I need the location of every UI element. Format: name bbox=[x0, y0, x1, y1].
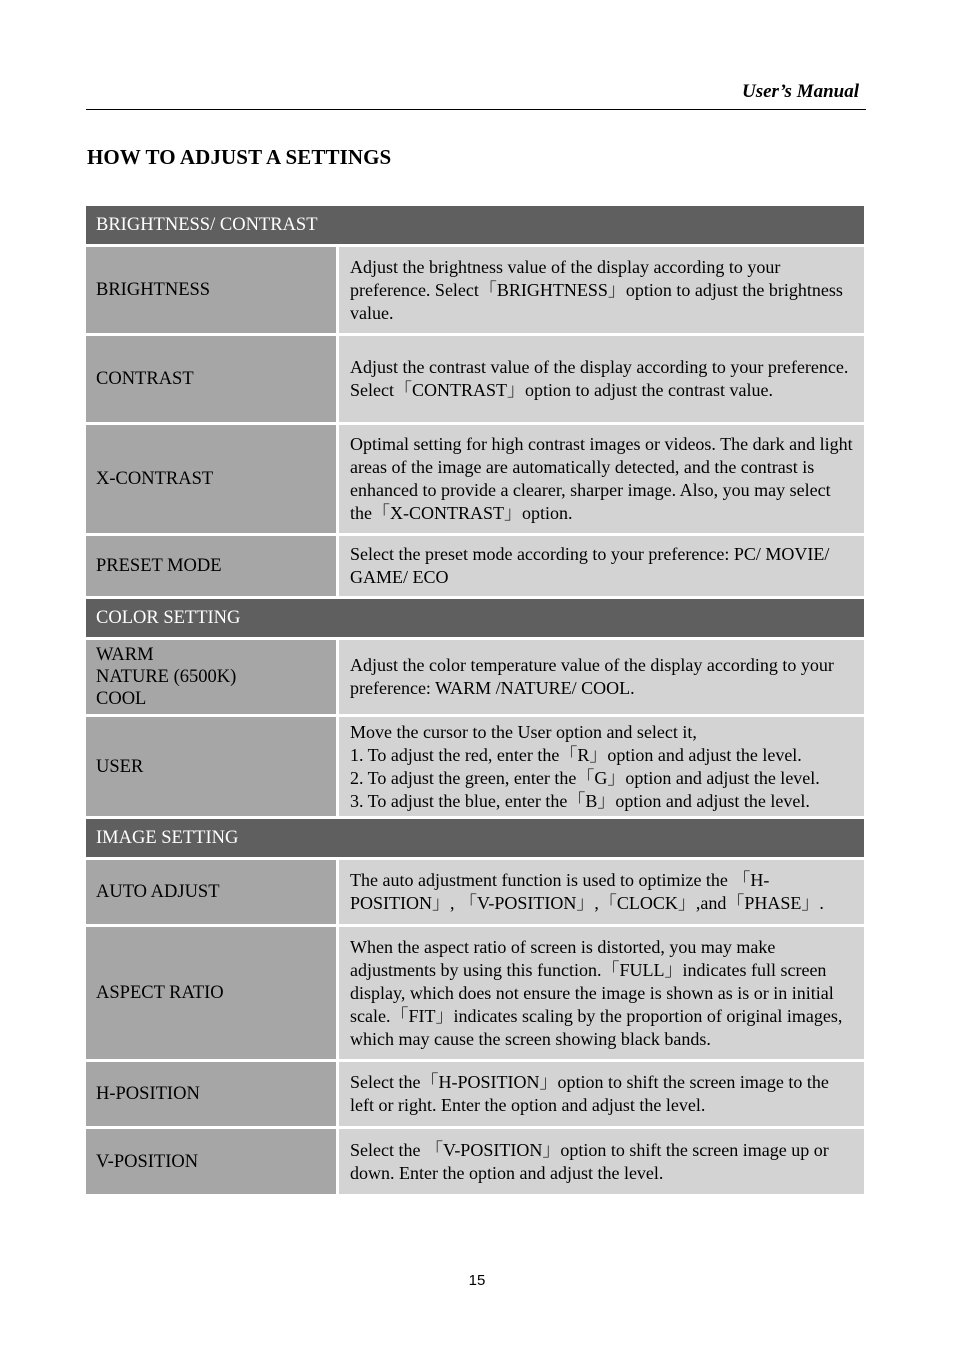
setting-label bbox=[86, 247, 336, 333]
setting-label-line: ASPECT RATIO bbox=[96, 983, 224, 1003]
setting-description-line: Select the preset mode according to your preference: PC/ MOVIE/ GAME/ ECO bbox=[350, 544, 830, 587]
setting-label-line: V-POSITION bbox=[96, 1151, 199, 1172]
setting-description bbox=[339, 536, 864, 596]
setting-description-line: 3. To adjust the blue, enter the「B」option and adjust the level. bbox=[350, 790, 810, 811]
setting-row-h-position bbox=[86, 1062, 864, 1126]
setting-description-line: Move the cursor to the User option and select it, bbox=[350, 721, 697, 742]
setting-label bbox=[86, 717, 336, 816]
setting-description-line: 2. To adjust the green, enter the「G」option and adjust the level. bbox=[350, 767, 820, 788]
setting-description bbox=[339, 1062, 864, 1126]
setting-row-brightness bbox=[86, 247, 864, 333]
setting-label bbox=[86, 640, 336, 714]
setting-label bbox=[86, 425, 336, 533]
setting-description-line: Select the「H-POSITION」option to shift the screen image to the left or right. Enter the option and adjust the level. bbox=[350, 1072, 829, 1115]
setting-description-line: Adjust the contrast value of the display according to your preference. Select「CONTRAST」option to adjust the contrast value. bbox=[350, 357, 849, 400]
setting-row-user bbox=[86, 717, 864, 816]
setting-label bbox=[86, 860, 336, 924]
setting-label-line: CONTRAST bbox=[96, 369, 194, 389]
setting-label-line: AUTO ADJUST bbox=[96, 882, 220, 902]
setting-label bbox=[86, 336, 336, 422]
setting-label bbox=[86, 1062, 336, 1126]
setting-row-x-contrast bbox=[86, 425, 864, 533]
setting-description bbox=[339, 860, 864, 924]
section-header-brightness-contrast: BRIGHTNESS/ CONTRAST bbox=[86, 206, 864, 244]
setting-description bbox=[339, 640, 864, 714]
setting-label-line: WARM bbox=[96, 645, 154, 665]
setting-label-line: X-CONTRAST bbox=[96, 469, 214, 489]
setting-label-line: BRIGHTNESS bbox=[96, 280, 211, 300]
setting-description-line: Adjust the color temperature value of the display according to your preference: WARM /NATURE/ COOL. bbox=[350, 655, 834, 698]
setting-description bbox=[339, 1129, 864, 1194]
setting-description bbox=[339, 425, 864, 533]
setting-label bbox=[86, 1129, 336, 1194]
setting-row-auto-adjust bbox=[86, 860, 864, 924]
setting-description-line: Optimal setting for high contrast images or videos. The dark and light areas of the image are automatically detected, and the contrast is enhanced to provide a clearer, sharper image. Also, you may select the「X-CONTRAST」option. bbox=[350, 434, 853, 523]
settings-table bbox=[86, 206, 864, 1194]
section-header-image-setting: IMAGE SETTING bbox=[86, 819, 864, 857]
setting-label-line: USER bbox=[96, 756, 144, 777]
setting-description-line: 1. To adjust the red, enter the「R」option and adjust the level. bbox=[350, 744, 802, 765]
setting-label-line: NATURE (6500K) bbox=[96, 667, 237, 687]
setting-row-warm-nature-6500k-cool bbox=[86, 640, 864, 714]
setting-label-line: PRESET MODE bbox=[96, 556, 222, 576]
setting-label-line: H-POSITION bbox=[96, 1084, 200, 1104]
page-number: 15 bbox=[468, 1272, 486, 1289]
setting-description bbox=[339, 717, 864, 816]
header-title: User’s Manual bbox=[741, 81, 859, 102]
setting-label bbox=[86, 927, 336, 1059]
setting-row-aspect-ratio bbox=[86, 927, 864, 1059]
setting-description bbox=[339, 336, 864, 422]
setting-description-line: Adjust the brightness value of the display according to your preference. Select「BRIGHTNESS」option to adjust the brightness value. bbox=[350, 256, 843, 323]
setting-label-line: COOL bbox=[96, 689, 147, 709]
setting-row-v-position bbox=[86, 1129, 864, 1194]
setting-label bbox=[86, 536, 336, 596]
setting-row-preset-mode bbox=[86, 536, 864, 596]
setting-description-line: Select the 「V-POSITION」option to shift the screen image up or down. Enter the option and adjust the level. bbox=[350, 1139, 829, 1183]
section-header-color-setting: COLOR SETTING bbox=[86, 599, 864, 637]
setting-description bbox=[339, 247, 864, 333]
setting-description bbox=[339, 927, 864, 1059]
setting-description-line: When the aspect ratio of screen is distorted, you may make adjustments by using this function.「FULL」indicates full screen display, which does not ensure the image is shown as is or in initial scale.「FIT」indicates scaling by the proportion of original images, which may cause the screen showing black bands. bbox=[350, 936, 843, 1049]
header-rule bbox=[86, 109, 866, 110]
page-title: HOW TO ADJUST A SETTINGS bbox=[87, 145, 392, 169]
setting-description-line: The auto adjustment function is used to optimize the 「H-POSITION」, 「V-POSITION」,「CLOCK」,and「PHASE」. bbox=[350, 870, 824, 913]
setting-row-contrast bbox=[86, 336, 864, 422]
